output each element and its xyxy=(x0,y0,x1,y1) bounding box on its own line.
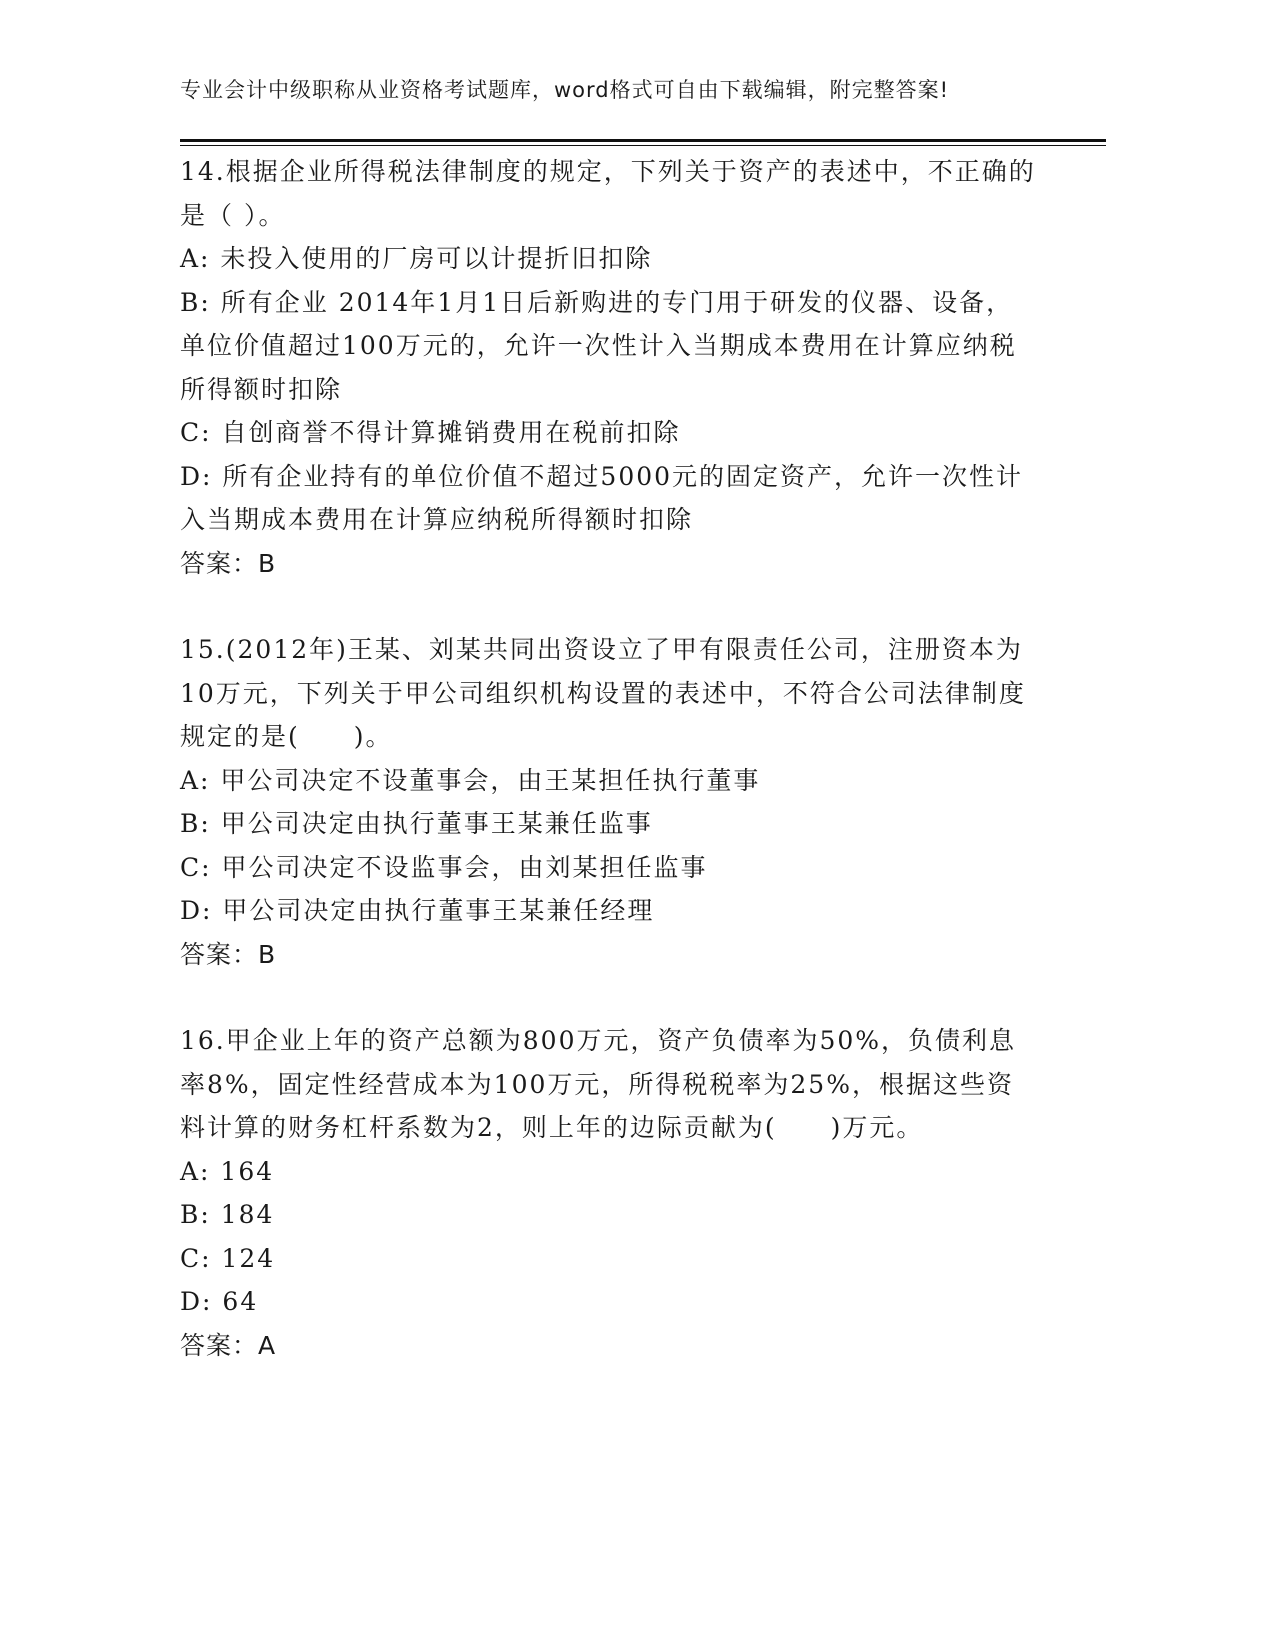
question-16 xyxy=(180,1019,1040,1367)
question-list xyxy=(180,150,1040,1367)
question-stem: 14.根据企业所得税法律制度的规定，下列关于资产的表述中，不正确的是（ ）。 xyxy=(180,157,1036,230)
option-c: C: 124 xyxy=(180,1243,276,1273)
option-b: B: 所有企业 2014年1月1日后新购进的专门用于研发的仪器、设备，单位价值超过100万元的，允许一次性计入当期成本费用在计算应纳税所得额时扣除 xyxy=(180,287,1017,404)
question-stem: 15.(2012年)王某、刘某共同出资设立了甲有限责任公司，注册资本为10万元，下列关于甲公司组织机构设置的表述中，不符合公司法律制度规定的是( )。 xyxy=(180,635,1026,751)
option-d: D: 64 xyxy=(180,1287,259,1316)
page-header: 专业会计中级职称从业资格考试题库，word格式可自由下载编辑，附完整答案! xyxy=(180,78,950,102)
option-a: A: 164 xyxy=(180,1156,275,1186)
option-a: A: 未投入使用的厂房可以计提折旧扣除 xyxy=(180,244,653,273)
header-rule-thick xyxy=(180,139,1106,142)
header-rule-thin xyxy=(180,145,1106,146)
option-d: D: 甲公司决定由执行董事王某兼任经理 xyxy=(180,896,655,925)
answer: 答案：B xyxy=(180,939,277,969)
question-stem: 16.甲企业上年的资产总额为800万元，资产负债率为50%，负债利息率8%，固定性经营成本为100万元，所得税税率为25%，根据这些资料计算的财务杠杆系数为2，则上年的边际贡献为( )万元。 xyxy=(180,1026,1017,1142)
answer: 答案：B xyxy=(180,548,277,578)
option-d: D: 所有企业持有的单位价值不超过5000元的固定资产，允许一次性计入当期成本费用在计算应纳税所得额时扣除 xyxy=(180,461,1024,534)
option-b: B: 甲公司决定由执行董事王某兼任监事 xyxy=(180,809,653,838)
option-c: C: 自创商誉不得计算摊销费用在税前扣除 xyxy=(180,418,681,447)
question-14 xyxy=(180,150,1040,585)
answer: 答案：A xyxy=(180,1330,277,1360)
question-15 xyxy=(180,628,1040,976)
option-c: C: 甲公司决定不设监事会，由刘某担任监事 xyxy=(180,852,708,882)
option-b: B: 184 xyxy=(180,1200,275,1229)
option-a: A: 甲公司决定不设董事会，由王某担任执行董事 xyxy=(180,765,761,795)
